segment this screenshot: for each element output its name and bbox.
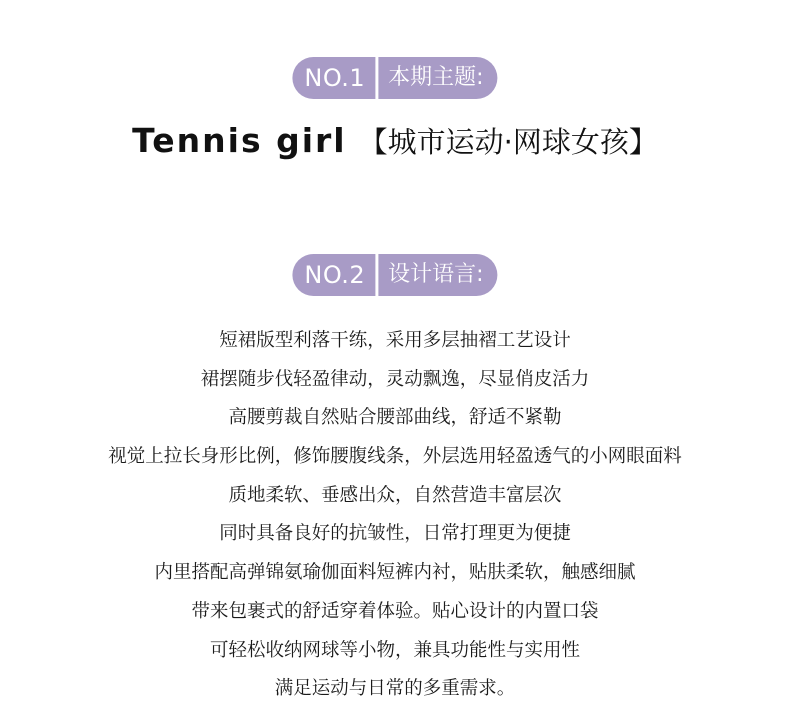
section-2-number: NO.2: [292, 254, 375, 296]
section-1-number: NO.1: [292, 57, 375, 99]
design-line: 裙摆随步伐轻盈律动，灵动飘逸，尽显俏皮活力: [200, 368, 590, 390]
section-1-label: 本期主题:: [378, 57, 497, 99]
design-line: 视觉上拉长身形比例，修饰腰腹线条，外层选用轻盈透气的小网眼面料: [108, 446, 682, 468]
design-line: 满足运动与日常的多重需求。: [274, 678, 516, 700]
design-line: 短裙版型利落干练，采用多层抽褶工艺设计: [219, 330, 571, 351]
design-line: 内里搭配高弹锦氨瑜伽面料短裤内衬，贴肤柔软，触感细腻: [154, 562, 636, 584]
design-description: [0, 322, 790, 709]
design-line: 同时具备良好的抗皱性，日常打理更为便捷: [219, 523, 571, 545]
section-2-label: 设计语言:: [378, 254, 497, 296]
theme-title: [0, 120, 790, 161]
design-line: 可轻松收纳网球等小物，兼具功能性与实用性: [209, 639, 580, 661]
theme-english: Tennis girl: [132, 121, 347, 160]
design-line: 带来包裹式的舒适穿着体验。贴心设计的内置口袋: [191, 600, 599, 622]
design-line: 质地柔软、垂感出众，自然营造丰富层次: [228, 484, 562, 506]
design-line: 高腰剪裁自然贴合腰部曲线，舒适不紧勒: [228, 407, 562, 429]
section-2-header: [292, 254, 497, 296]
theme-chinese: 【城市运动·网球女孩】: [358, 125, 658, 159]
section-1-header: [292, 57, 497, 99]
